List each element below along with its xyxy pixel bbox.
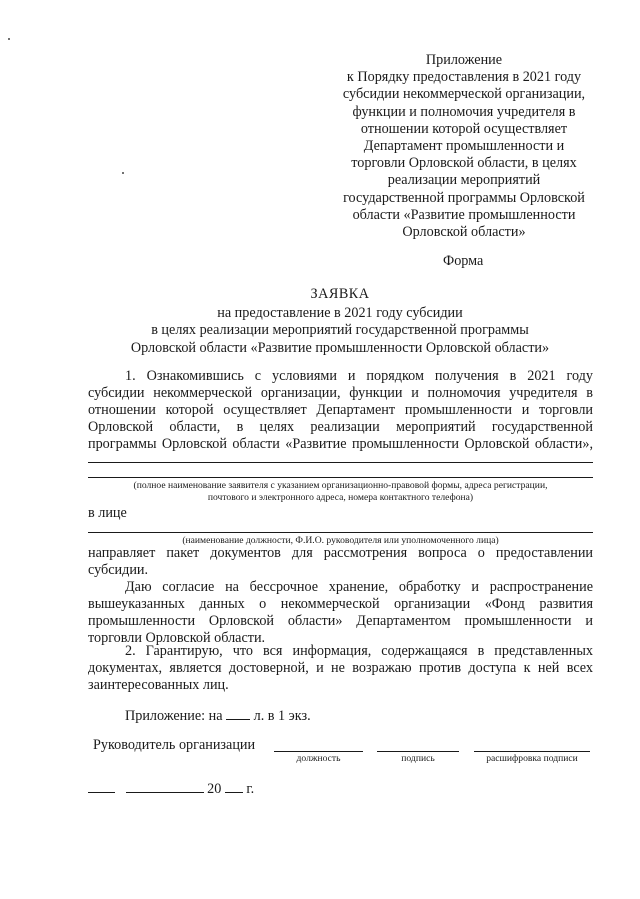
appendix-header (330, 52, 598, 241)
appendix-line: области «Развитие промышленности (352, 206, 576, 223)
paragraph-1 (88, 368, 593, 453)
attachment-line (125, 706, 311, 725)
date-year-blank[interactable] (225, 779, 243, 793)
paragraph-2 (88, 643, 593, 694)
paragraph-line: отношении которой осуществляет Департамент промышленности и торговли (88, 402, 593, 418)
applicant-name-line[interactable] (88, 462, 593, 463)
appendix-line: реализации мероприятий (387, 172, 541, 189)
paragraph-line: программы Орловской области «Развитие промышленности Орловской области», (88, 436, 593, 452)
in-person-label: в лице (88, 505, 127, 521)
scan-speck (8, 38, 10, 40)
title-line: в целях реализации мероприятий государственной программы (151, 322, 529, 338)
scan-speck (122, 172, 124, 174)
appendix-line: отношении которой осуществляет (360, 120, 568, 137)
paragraph-line: направляет пакет документов для рассмотрения вопроса о предоставлении (88, 545, 593, 561)
appendix-line: Приложение (425, 52, 503, 68)
form-label: Форма (443, 253, 484, 269)
title-line: на предоставление в 2021 году субсидии (217, 304, 463, 321)
paragraph-line: субсидии некоммерческой организации, функции и полномочия учредителя в (88, 385, 593, 401)
applicant-note (88, 480, 593, 504)
paragraph-send (88, 545, 593, 579)
attachment-prefix: Приложение: на (125, 708, 223, 724)
head-note: (наименование должности, Ф.И.О. руководителя или уполномоченного лица) (182, 535, 499, 546)
applicant-name-line[interactable] (88, 477, 593, 478)
appendix-line: к Порядку предоставления в 2021 году (346, 69, 582, 86)
paragraph-line: 2. Гарантирую, что вся информация, содержащаяся в представленных (125, 643, 593, 659)
paragraph-line: вышеуказанных данных о некоммерческой организации «Фонд развития (88, 596, 593, 612)
signature-caption: подпись (401, 753, 435, 764)
note-line: (полное наименование заявителя с указанием организационно-правовой формы, адреса регистрации, (133, 480, 548, 491)
paragraph-line: торговли Орловской области. (88, 630, 266, 646)
title-main: ЗАЯВКА (310, 286, 370, 302)
paragraph-line: заинтересованных лиц. (88, 677, 229, 693)
appendix-line: Департамент промышленности и (363, 138, 565, 155)
signature-label: Руководитель организации (93, 737, 256, 753)
paragraph-line: 1. Ознакомившись с условиями и порядком получения в 2021 году (125, 368, 593, 384)
paragraph-line: документах, является достоверной, и не возражаю против доступа к ней всех (88, 660, 593, 676)
appendix-line: государственной программы Орловской (343, 189, 585, 206)
date-line (88, 779, 254, 798)
note-line: почтового и электронного адреса, номера контактного телефона) (207, 492, 474, 503)
appendix-line: субсидии некоммерческой организации, (342, 86, 586, 103)
appendix-line: Орловской области» (402, 224, 526, 241)
document-title (90, 286, 590, 357)
signature-decoding-caption: расшифровка подписи (486, 753, 578, 764)
attachment-pages-blank[interactable] (226, 706, 250, 720)
date-year-suffix: г. (246, 781, 255, 797)
attachment-suffix: л. в 1 экз. (253, 708, 311, 724)
title-line: Орловской области «Развитие промышленности Орловской области» (130, 339, 550, 356)
paragraph-line: субсидии. (88, 562, 149, 578)
appendix-line: функции и полномочия учредителя в (352, 103, 576, 120)
paragraph-line: Даю согласие на бессрочное хранение, обработку и распространение (125, 579, 593, 595)
date-day-blank[interactable] (88, 779, 115, 793)
date-year-prefix: 20 (207, 781, 222, 797)
paragraph-line: Орловской области, в целях реализации мероприятий государственной (88, 419, 593, 435)
position-blank[interactable] (274, 751, 363, 752)
paragraph-consent (88, 579, 593, 647)
head-name-line[interactable] (88, 532, 593, 533)
signature-blank[interactable] (377, 751, 459, 752)
position-caption: должность (296, 753, 341, 764)
paragraph-line: промышленности Орловской области» Департаментом промышленности и (88, 613, 593, 629)
date-month-blank[interactable] (126, 779, 204, 793)
signature-decoding-blank[interactable] (474, 751, 590, 752)
appendix-line: торговли Орловской области, в целях (351, 155, 577, 172)
